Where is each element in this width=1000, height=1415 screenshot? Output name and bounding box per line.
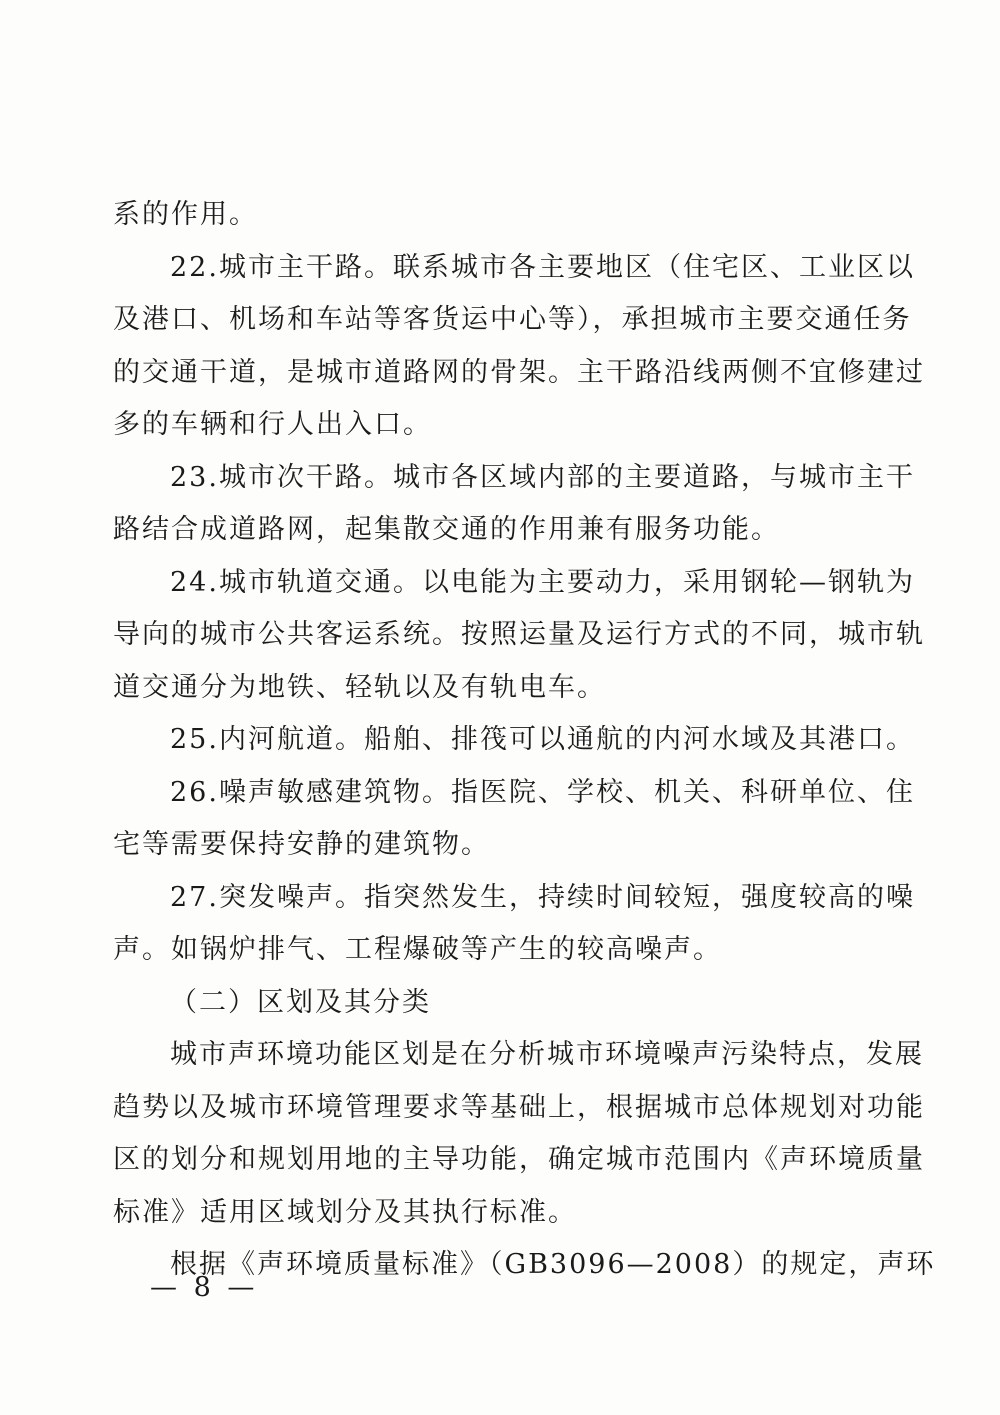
text-line: 导向的城市公共客运系统。按照运量及运行方式的不同，城市轨 <box>113 619 925 650</box>
text-line: 24.城市轨道交通。以电能为主要动力，采用钢轮—钢轨为 <box>170 566 915 598</box>
text-line: 区的划分和规划用地的主导功能，确定城市范围内《声环境质量 <box>113 1144 925 1175</box>
text-line: 趋势以及城市环境管理要求等基础上，根据城市总体规划对功能 <box>113 1091 925 1123</box>
text-line: 系的作用。 <box>113 199 258 230</box>
text-line: 声。如锅炉排气、工程爆破等产生的较高噪声。 <box>113 934 722 965</box>
body-text <box>113 189 936 1292</box>
page-number: — 8 — <box>150 1272 259 1303</box>
text-line: 的交通干道，是城市道路网的骨架。主干路沿线两侧不宜修建过 <box>113 356 925 388</box>
text-line: 25.内河航道。船舶、排筏可以通航的内河水域及其港口。 <box>170 724 915 755</box>
text-line: 26.噪声敏感建筑物。指医院、学校、机关、科研单位、住 <box>170 776 915 808</box>
text-line: 根据《声环境质量标准》（GB3096—2008）的规定，声环 <box>170 1249 936 1280</box>
text-line: 路结合成道路网，起集散交通的作用兼有服务功能。 <box>113 514 780 545</box>
text-line: 标准》适用区域划分及其执行标准。 <box>113 1196 577 1228</box>
text-line: 27.突发噪声。指突然发生，持续时间较短，强度较高的噪 <box>170 881 915 913</box>
text-line: （二）区划及其分类 <box>170 986 431 1018</box>
text-line: 城市声环境功能区划是在分析城市环境噪声污染特点，发展 <box>170 1039 924 1070</box>
text-line: 23.城市次干路。城市各区域内部的主要道路，与城市主干 <box>170 461 915 493</box>
text-line: 宅等需要保持安静的建筑物。 <box>113 829 490 860</box>
text-line: 多的车辆和行人出入口。 <box>113 409 432 440</box>
text-line: 道交通分为地铁、轻轨以及有轨电车。 <box>113 671 606 703</box>
text-line: 22.城市主干路。联系城市各主要地区（住宅区、工业区以 <box>170 251 915 283</box>
text-line: 及港口、机场和车站等客货运中心等），承担城市主要交通任务 <box>113 304 912 335</box>
